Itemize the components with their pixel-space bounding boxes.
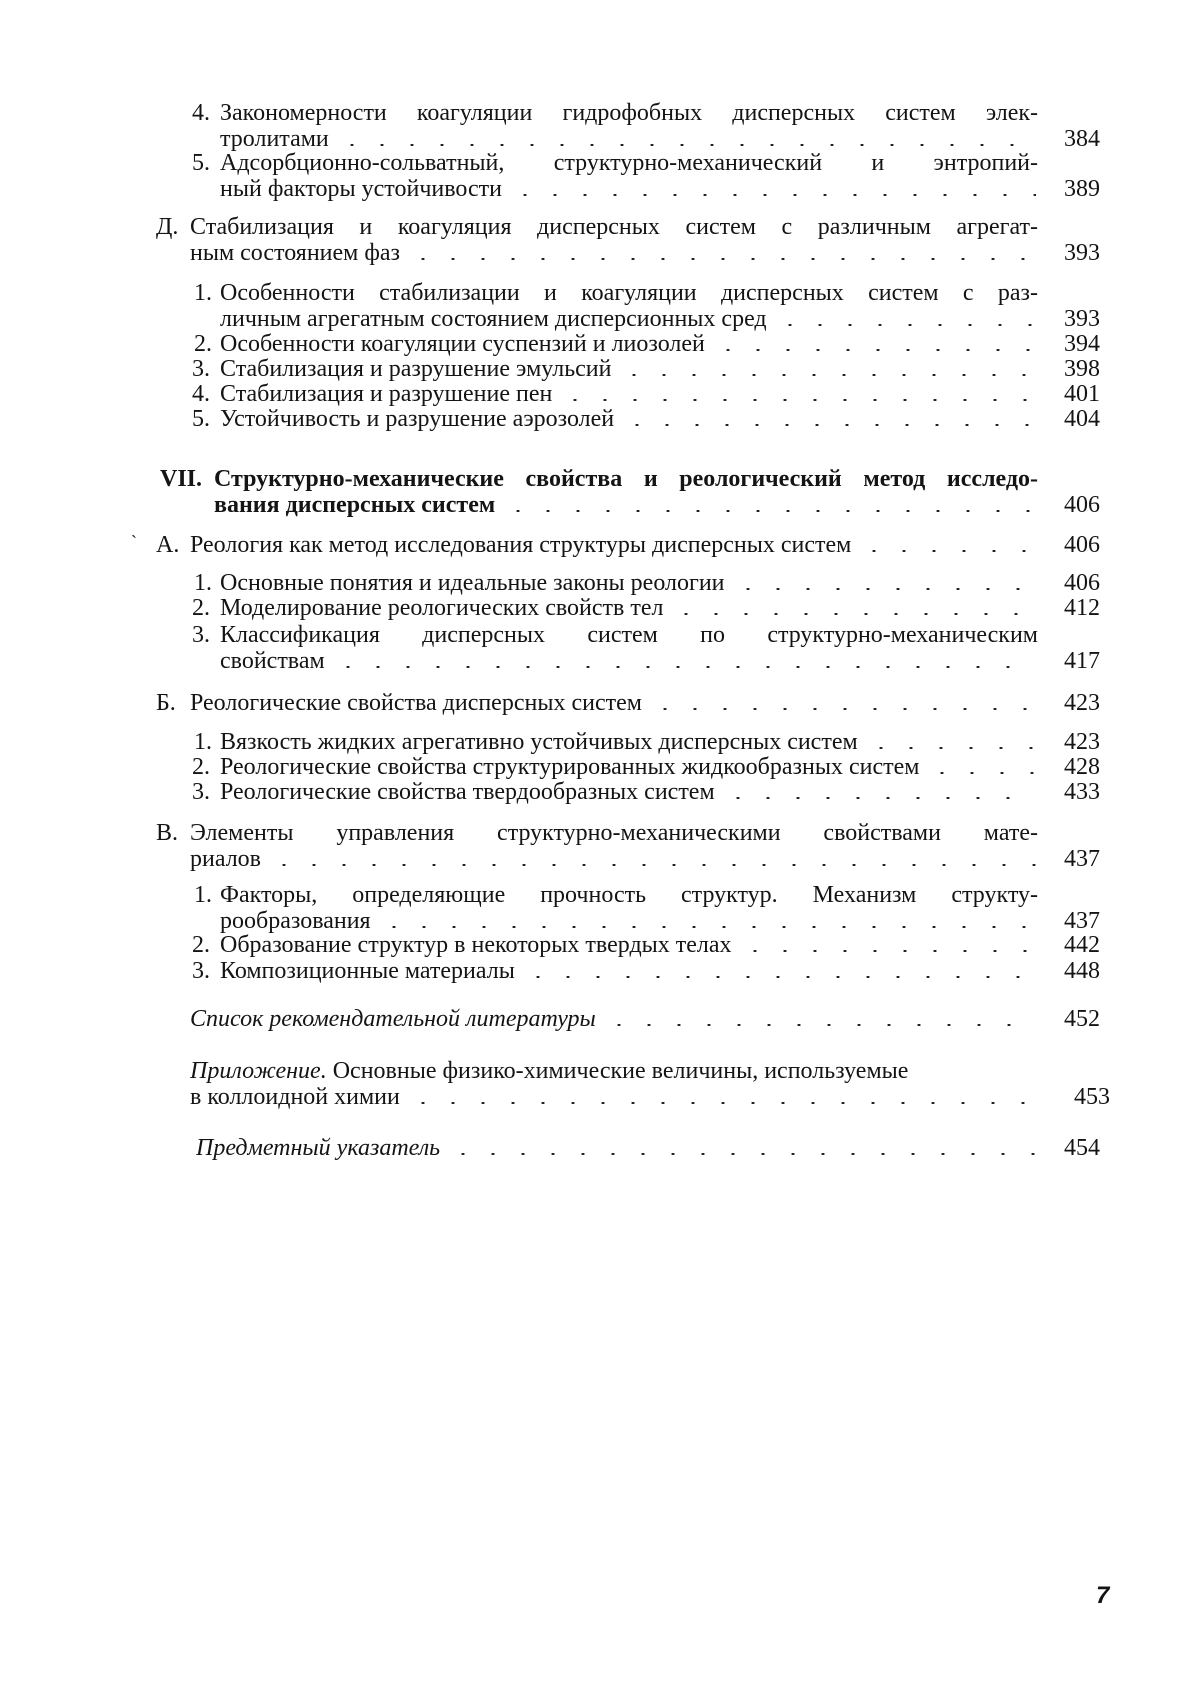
leader-dots	[775, 324, 1036, 326]
toc-entry-title	[190, 1058, 1048, 1084]
leader-dots	[333, 666, 1036, 668]
toc-entry-number: В.	[156, 820, 179, 846]
toc-entry-title: Закономерности коагуляции гидрофобных дисперсных систем элек-	[220, 100, 1038, 126]
toc-entry-title	[220, 406, 1038, 432]
toc-entry-text: Стабилизация и разрушение эмульсий	[220, 356, 612, 382]
toc-entry	[192, 595, 1100, 621]
toc-entry-text: ным состоянием фаз	[190, 240, 401, 266]
toc-entry-title	[190, 1006, 1038, 1032]
toc-entry-title	[190, 532, 1038, 558]
toc-entry	[160, 466, 1100, 518]
toc-entry-number: 2.	[192, 754, 210, 780]
toc-page-number: 442	[1064, 932, 1100, 958]
toc-entry	[192, 356, 1100, 382]
toc-entry-number: 1.	[194, 882, 212, 908]
toc-entry-title	[196, 1135, 1038, 1161]
leader-dots	[503, 510, 1036, 512]
toc-entry-number: 3.	[192, 779, 210, 805]
toc-entry-number: Б.	[156, 690, 176, 716]
toc-entry	[156, 214, 1100, 266]
toc-entry-text: свойствам	[220, 648, 325, 674]
leader-dots	[408, 258, 1036, 260]
toc-entry-text: в коллоидной химии	[190, 1084, 400, 1110]
toc-entry-number: 1.	[194, 729, 212, 755]
toc-entry-number: А.	[156, 532, 180, 558]
toc-entry-number: 5.	[192, 406, 210, 432]
leader-dots	[671, 613, 1036, 615]
toc-entry-text: Вязкость жидких агрегативно устойчивых дисперсных систем	[220, 729, 858, 755]
toc-entry	[192, 100, 1100, 152]
leader-dots	[733, 588, 1036, 590]
toc-page-number: 437	[1064, 908, 1100, 934]
appendix-label: Приложение.	[190, 1058, 327, 1084]
toc-entry-title: Классификация дисперсных систем по структурно-механическим	[220, 622, 1038, 648]
toc-entry-continuation	[220, 306, 1038, 332]
toc-entry-title	[190, 690, 1038, 716]
toc-entry	[194, 882, 1100, 934]
toc-entry	[192, 779, 1100, 805]
leader-dots	[622, 424, 1036, 426]
toc-page-number: 437	[1064, 846, 1100, 872]
toc-entry-title	[220, 356, 1038, 382]
toc-page-number: 404	[1064, 406, 1100, 432]
toc-entry-number: 4.	[192, 381, 210, 407]
toc-entry-number: 2.	[192, 932, 210, 958]
toc-page-number: 412	[1064, 595, 1100, 621]
toc-entry-text: Особенности коагуляции суспензий и лиозолей	[220, 331, 705, 357]
toc-page-number: 448	[1064, 958, 1100, 984]
toc-entry	[192, 406, 1100, 432]
toc-page-number: 452	[1064, 1006, 1100, 1032]
toc-entry-text: Список рекомендательной литературы	[190, 1006, 596, 1032]
toc-page-number: 393	[1064, 306, 1100, 332]
toc-page-number: 401	[1064, 381, 1100, 407]
toc-page-number: 428	[1064, 754, 1100, 780]
leader-dots	[379, 926, 1036, 928]
toc-entry-title: Факторы, определяющие прочность структур. Механизм структу-	[220, 882, 1038, 908]
toc-entry-text: Реология как метод исследования структуры дисперсных систем	[190, 532, 852, 558]
toc-entry-continuation	[190, 1084, 1048, 1110]
toc-entry-continuation	[220, 126, 1038, 152]
toc-entry-number: 4.	[192, 100, 210, 126]
toc-entry-continuation	[220, 176, 1038, 202]
toc-page-number: 384	[1064, 126, 1100, 152]
toc-page-number: 423	[1064, 729, 1100, 755]
toc-entry	[192, 958, 1100, 984]
toc-entry-text: Композиционные материалы	[220, 958, 515, 984]
toc-entry-title: Особенности стабилизации и коагуляции дисперсных систем с раз-	[220, 280, 1038, 306]
toc-entry-title	[220, 779, 1038, 805]
toc-entry	[194, 331, 1100, 357]
leader-dots	[337, 144, 1036, 146]
toc-entry-text: риалов	[190, 846, 262, 872]
toc-entry-text: Основные понятия и идеальные законы реологии	[220, 570, 725, 596]
toc-entry-number: 2.	[192, 595, 210, 621]
toc-entry-number: Д.	[156, 214, 179, 240]
toc-entry-number: 3.	[192, 356, 210, 382]
leader-dots	[269, 864, 1036, 866]
toc-entry-continuation	[190, 846, 1038, 872]
toc-entry-text: вания дисперсных систем	[214, 492, 496, 518]
toc-entry-title: Структурно-механические свойства и реологический метод исследо-	[214, 466, 1038, 492]
leader-dots	[523, 976, 1036, 978]
toc-page-number: 453	[1074, 1084, 1110, 1110]
toc-entry	[194, 729, 1100, 755]
toc-entry	[156, 690, 1100, 716]
toc-page-number: 406	[1064, 570, 1100, 596]
toc-entry	[194, 280, 1100, 332]
toc-entry	[190, 1006, 1100, 1032]
stray-mark: `	[131, 532, 137, 552]
leader-dots	[866, 747, 1036, 749]
toc-entry	[192, 932, 1100, 958]
leader-dots	[927, 772, 1036, 774]
toc-entry-title	[220, 932, 1038, 958]
toc-entry	[156, 532, 1100, 558]
toc-entry-text: Предметный указатель	[196, 1135, 441, 1161]
toc-entry-title	[220, 754, 1038, 780]
toc-page-number: 423	[1064, 690, 1100, 716]
toc-entry-title	[220, 729, 1038, 755]
toc-entry-text: ный факторы устойчивости	[220, 176, 502, 202]
toc-entry-title	[220, 331, 1038, 357]
toc-entry-text: тролитами	[220, 126, 329, 152]
page-number: 7	[1096, 1582, 1110, 1609]
toc-entry-text: Образование структур в некоторых твердых телах	[220, 932, 732, 958]
toc-entry-title: Адсорбционно-сольватный, структурно-механический и энтропий-	[220, 150, 1038, 176]
toc-entry	[192, 622, 1100, 674]
leader-dots	[619, 374, 1036, 376]
toc-page-number: 454	[1064, 1135, 1100, 1161]
toc-entry	[192, 381, 1100, 407]
appendix-title: Основные физико-химические величины, используемые	[326, 1058, 909, 1084]
toc-page-number: 389	[1064, 176, 1100, 202]
toc-entry-text: Стабилизация и разрушение пен	[220, 381, 553, 407]
leader-dots	[510, 194, 1036, 196]
toc-entry-text: Устойчивость и разрушение аэрозолей	[220, 406, 615, 432]
toc-entry-text: Реологические свойства дисперсных систем	[190, 690, 642, 716]
toc-entry-title	[220, 381, 1038, 407]
toc-entry-number: 3.	[192, 622, 210, 648]
toc-entry-number: 3.	[192, 958, 210, 984]
toc-entry-title: Элементы управления структурно-механическими свойствами мате-	[190, 820, 1038, 846]
toc-entry	[190, 1058, 1110, 1110]
leader-dots	[604, 1024, 1036, 1026]
toc-page-number: 433	[1064, 779, 1100, 805]
toc-entry-text: Реологические свойства твердообразных систем	[220, 779, 715, 805]
toc-entry-title: Стабилизация и коагуляция дисперсных систем с различным агрегат-	[190, 214, 1038, 240]
toc-page-number: 417	[1064, 648, 1100, 674]
toc-entry-number: 2.	[194, 331, 212, 357]
toc-page-number: 393	[1064, 240, 1100, 266]
toc-entry-continuation	[220, 648, 1038, 674]
toc-entry	[192, 754, 1100, 780]
leader-dots	[408, 1102, 1046, 1104]
leader-dots	[723, 797, 1036, 799]
toc-page-number: 394	[1064, 331, 1100, 357]
toc-entry-continuation	[190, 240, 1038, 266]
toc-entry	[156, 820, 1100, 872]
toc-page-number: 406	[1064, 532, 1100, 558]
leader-dots	[560, 399, 1036, 401]
toc-entry-number: 5.	[192, 150, 210, 176]
toc-entry-text: Реологические свойства структурированных жидкообразных систем	[220, 754, 920, 780]
toc-entry-continuation	[214, 492, 1038, 518]
toc-entry-text: личным агрегатным состоянием дисперсионных сред	[220, 306, 767, 332]
toc-entry-title	[220, 570, 1038, 596]
toc-entry-text: рообразования	[220, 908, 371, 934]
toc-entry-text: Моделирование реологических свойств тел	[220, 595, 664, 621]
toc-page-number: 398	[1064, 356, 1100, 382]
leader-dots	[448, 1153, 1036, 1155]
toc-entry-title	[220, 595, 1038, 621]
toc-entry	[192, 150, 1100, 202]
toc-entry	[194, 570, 1100, 596]
toc-entry-continuation	[220, 908, 1038, 934]
leader-dots	[650, 708, 1036, 710]
toc-entry-number: 1.	[194, 280, 212, 306]
leader-dots	[740, 950, 1036, 952]
toc-page-number: 406	[1064, 492, 1100, 518]
toc-entry	[196, 1135, 1100, 1161]
leader-dots	[859, 550, 1036, 552]
toc-entry-number: 1.	[194, 570, 212, 596]
toc-entry-number: VII.	[160, 466, 203, 492]
toc-entry-title	[220, 958, 1038, 984]
leader-dots	[713, 349, 1036, 351]
